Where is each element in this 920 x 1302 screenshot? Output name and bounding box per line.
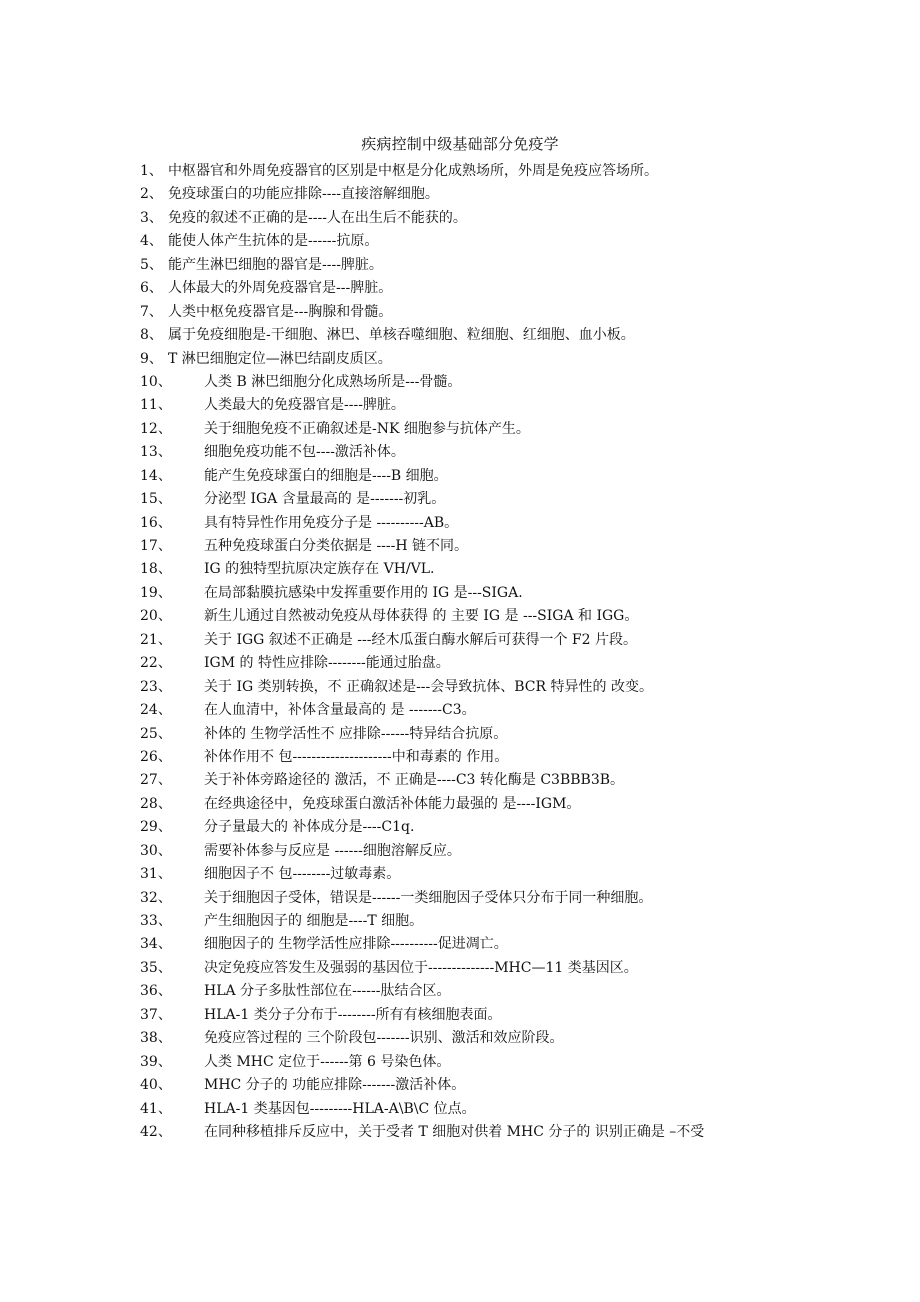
item-text: 能产生淋巴细胞的器官是----脾脏。 <box>168 256 383 273</box>
item-text: 关于补体旁路途径的 激活，不 正确是----C3 转化酶是 C3BBB3B。 <box>204 772 625 789</box>
item-text: 细胞因子不 包--------过敏毒素。 <box>204 866 401 883</box>
item-text: 分子量最大的 补体成分是----C1q. <box>204 819 415 836</box>
item-text: IGM 的 特性应排除--------能通过胎盘。 <box>204 655 450 672</box>
list-item <box>140 980 840 1003</box>
item-text: 免疫球蛋白的功能应排除----直接溶解细胞。 <box>168 186 439 203</box>
item-text: 关于细胞免疫不正确叙述是-NK 细胞参与抗体产生。 <box>204 420 530 437</box>
item-number: 15、 <box>140 491 172 508</box>
item-text: IG 的独特型抗原决定族存在 VH/VL. <box>204 561 435 578</box>
item-text: 决定免疫应答发生及强弱的基因位于--------------MHC—11 类基因区。 <box>204 959 638 976</box>
item-number: 18、 <box>140 561 172 578</box>
item-number: 41、 <box>140 1100 172 1117</box>
item-text: 人类最大的免疫器官是----脾脏。 <box>204 397 405 414</box>
list-item <box>140 301 840 324</box>
list-item <box>140 371 840 394</box>
list-item <box>140 605 840 628</box>
list-item <box>140 793 840 816</box>
list-item <box>140 746 840 769</box>
list-item <box>140 957 840 980</box>
item-text: 人类中枢免疫器官是---胸腺和骨髓。 <box>168 303 393 320</box>
item-number: 32、 <box>140 889 172 906</box>
item-number: 40、 <box>140 1077 172 1094</box>
item-number: 5、 <box>140 256 163 273</box>
item-number: 34、 <box>140 936 172 953</box>
item-number: 12、 <box>140 420 172 437</box>
item-number: 35、 <box>140 959 172 976</box>
list-item <box>140 1121 840 1144</box>
item-number: 10、 <box>140 373 172 390</box>
item-number: 23、 <box>140 678 172 695</box>
item-text: 能产生免疫球蛋白的细胞是----B 细胞。 <box>204 467 448 484</box>
list-item <box>140 160 840 183</box>
item-text: 关于 IGG 叙述不正确是 ---经木瓜蛋白酶水解后可获得一个 F2 片段。 <box>204 631 637 648</box>
item-text: 关于细胞因子受体，错误是------一类细胞因子受体只分布于同一种细胞。 <box>204 889 653 906</box>
list-item <box>140 910 840 933</box>
document-title: 疾病控制中级基础部分免疫学 <box>361 135 559 153</box>
item-number: 42、 <box>140 1123 172 1140</box>
item-text: 属于免疫细胞是-干细胞、淋巴、单核吞噬细胞、粒细胞、红细胞、血小板。 <box>168 327 635 344</box>
list-item <box>140 535 840 558</box>
list-item <box>140 652 840 675</box>
item-number: 6、 <box>140 280 163 297</box>
item-number: 4、 <box>140 233 163 250</box>
item-number: 9、 <box>140 350 163 367</box>
item-text: 新生儿通过自然被动免疫从母体获得 的 主要 IG 是 ---SIGA 和 IGG。 <box>204 608 639 625</box>
item-text: 免疫的叙述不正确的是----人在出生后不能获的。 <box>168 209 467 226</box>
list-item <box>140 1074 840 1097</box>
item-number: 13、 <box>140 444 172 461</box>
list-item <box>140 699 840 722</box>
list-item <box>140 418 840 441</box>
list-item <box>140 723 840 746</box>
list-item <box>140 629 840 652</box>
item-text: 补体的 生物学活性不 应排除------特异结合抗原。 <box>204 725 508 742</box>
item-number: 36、 <box>140 983 172 1000</box>
list-item <box>140 254 840 277</box>
item-text: 人类 B 淋巴细胞分化成熟场所是---骨髓。 <box>204 373 462 390</box>
list-item <box>140 277 840 300</box>
list-item <box>140 394 840 417</box>
list-item <box>140 1051 840 1074</box>
list-item <box>140 348 840 371</box>
item-number: 27、 <box>140 772 172 789</box>
item-text: 细胞免疫功能不包----激活补体。 <box>204 444 405 461</box>
item-number: 29、 <box>140 819 172 836</box>
item-number: 19、 <box>140 584 172 601</box>
item-text: 细胞因子的 生物学活性应排除----------促进凋亡。 <box>204 936 508 953</box>
list-item <box>140 512 840 535</box>
list-item <box>140 324 840 347</box>
item-text: 在同种移植排斥反应中，关于受者 T 细胞对供着 MHC 分子的 识别正确是 –不受 <box>204 1123 705 1140</box>
item-text: 人类 MHC 定位于------第 6 号染色体。 <box>204 1053 451 1070</box>
item-number: 26、 <box>140 748 172 765</box>
item-number: 39、 <box>140 1053 172 1070</box>
item-number: 17、 <box>140 538 172 554</box>
item-number: 7、 <box>140 303 163 320</box>
list-item <box>140 769 840 792</box>
item-text: 产生细胞因子的 细胞是----T 细胞。 <box>204 913 424 929</box>
list-item <box>140 465 840 488</box>
item-text: HLA-1 类基因包---------HLA-A\B\C 位点。 <box>204 1100 476 1117</box>
list-item <box>140 558 840 581</box>
item-text: 补体作用不 包---------------------中和毒素的 作用。 <box>204 748 509 765</box>
item-number: 14、 <box>140 467 172 484</box>
item-text: 分泌型 IGA 含量最高的 是-------初乳。 <box>204 491 446 508</box>
list-item <box>140 183 840 206</box>
item-text: 五种免疫球蛋白分类依据是 ----H 链不同。 <box>204 538 469 554</box>
list-item <box>140 933 840 956</box>
list-item <box>140 1027 840 1050</box>
list-item <box>140 582 840 605</box>
item-text: T 淋巴细胞定位—淋巴结副皮质区。 <box>168 350 392 367</box>
item-number: 1、 <box>140 163 163 179</box>
item-text: 在人血清中，补体含量最高的 是 -------C3。 <box>204 702 476 719</box>
item-text: 在局部黏膜抗感染中发挥重要作用的 IG 是---SIGA. <box>204 584 523 601</box>
item-text: 免疫应答过程的 三个阶段包-------识别、激活和效应阶段。 <box>204 1030 564 1047</box>
item-number: 33、 <box>140 913 172 929</box>
item-text: 人体最大的外周免疫器官是---脾脏。 <box>168 280 393 297</box>
list-item <box>140 207 840 230</box>
item-text: 需要补体参与反应是 ------细胞溶解反应。 <box>204 842 461 859</box>
list-item <box>140 816 840 839</box>
item-number: 20、 <box>140 608 172 625</box>
item-number: 37、 <box>140 1006 172 1023</box>
list-item <box>140 887 840 910</box>
item-text: HLA-1 类分子分布于--------所有有核细胞表面。 <box>204 1006 502 1023</box>
item-number: 21、 <box>140 631 172 648</box>
list-item <box>140 1098 840 1121</box>
item-number: 25、 <box>140 725 172 742</box>
list-item <box>140 230 840 253</box>
item-number: 2、 <box>140 186 163 203</box>
item-text: 关于 IG 类别转换，不 正确叙述是---会导致抗体、BCR 特异性的 改变。 <box>204 678 653 695</box>
list-item <box>140 441 840 464</box>
item-number: 8、 <box>140 327 163 344</box>
item-number: 38、 <box>140 1030 172 1047</box>
list-item <box>140 1004 840 1027</box>
item-number: 16、 <box>140 514 172 531</box>
item-text: 能使人体产生抗体的是------抗原。 <box>168 233 379 250</box>
item-number: 3、 <box>140 209 163 226</box>
item-text: 中枢器官和外周免疫器官的区别是中枢是分化成熟场所，外周是免疫应答场所。 <box>168 163 658 179</box>
list-item <box>140 488 840 511</box>
item-text: HLA 分子多肽性部位在------肽结合区。 <box>204 983 451 1000</box>
item-number: 30、 <box>140 842 172 859</box>
list-item <box>140 840 840 863</box>
item-text: 具有特异性作用免疫分子是 ----------AB。 <box>204 514 459 531</box>
list-item <box>140 676 840 699</box>
item-text: 在经典途径中，免疫球蛋白激活补体能力最强的 是----IGM。 <box>204 795 581 812</box>
item-number: 11、 <box>140 397 172 414</box>
list-item <box>140 863 840 886</box>
item-number: 28、 <box>140 795 172 812</box>
item-text: MHC 分子的 功能应排除-------激活补体。 <box>204 1077 466 1094</box>
item-number: 22、 <box>140 655 172 672</box>
item-number: 24、 <box>140 702 172 719</box>
item-number: 31、 <box>140 866 172 883</box>
question-list <box>140 160 840 1144</box>
